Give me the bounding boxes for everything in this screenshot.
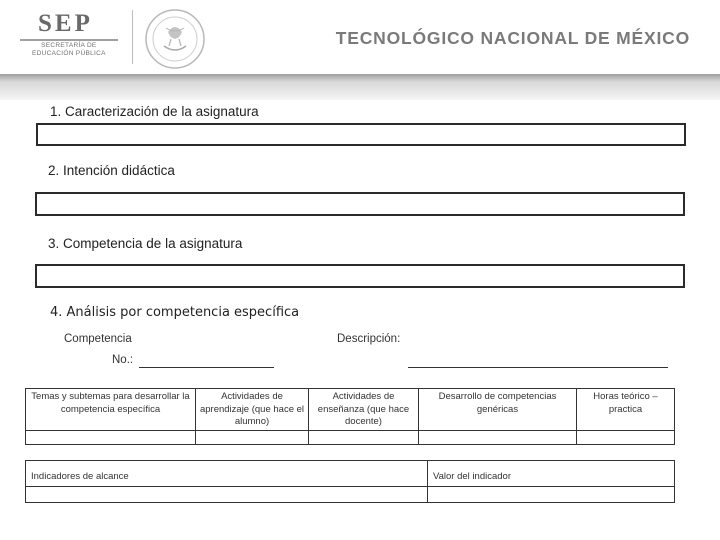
sep-logo-subtitle	[32, 42, 106, 58]
indicators-header-row	[26, 461, 675, 487]
cell-topics[interactable]	[26, 430, 196, 444]
descripcion-line[interactable]	[408, 367, 668, 368]
cell-indicator-value[interactable]	[428, 487, 675, 503]
cell-hours[interactable]	[577, 430, 675, 444]
header-hours: Horas teórico – practica	[577, 389, 675, 431]
competencia-label: Competencia	[64, 333, 132, 345]
section-3-field[interactable]	[35, 264, 685, 288]
activities-header-row	[26, 389, 675, 431]
header-band	[0, 74, 720, 100]
activities-table	[25, 388, 675, 445]
header-indicators: Indicadores de alcance	[26, 461, 428, 487]
sep-logo-rule	[20, 39, 118, 41]
cell-learning-activities[interactable]	[196, 430, 309, 444]
competencia-number-label: No.:	[112, 354, 134, 366]
sep-logo-wordmark: SEP	[38, 10, 93, 37]
header-generic-competencies: Desarrollo de competencias genéricas	[419, 389, 577, 431]
section-1-field[interactable]	[36, 123, 686, 146]
header-teaching-activities: Actividades de enseñanza (que hace docente)	[309, 389, 419, 431]
descripcion-label: Descripción:	[337, 333, 401, 345]
cell-generic-competencies[interactable]	[419, 430, 577, 444]
header-learning-activities: Actividades de aprendizaje (que hace el alumno)	[196, 389, 309, 431]
competencia-number-line[interactable]	[139, 367, 274, 368]
section-2-field[interactable]	[35, 192, 685, 216]
sep-logo	[20, 10, 130, 66]
institution-title: TECNOLÓGICO NACIONAL DE MÉXICO	[335, 28, 690, 48]
section-3-heading: 3. Competencia de la asignatura	[48, 236, 243, 251]
mexican-coat-of-arms-icon	[144, 8, 206, 70]
cell-teaching-activities[interactable]	[309, 430, 419, 444]
page-header	[0, 0, 720, 74]
header-indicator-value: Valor del indicador	[428, 461, 675, 487]
table-row	[26, 430, 675, 444]
header-divider	[132, 10, 133, 64]
section-1-heading: 1. Caracterización de la asignatura	[50, 104, 259, 119]
indicators-table	[25, 460, 675, 503]
header-topics: Temas y subtemas para desarrollar la competencia específica	[26, 389, 196, 431]
table-row	[26, 487, 675, 503]
sep-logo-line2: EDUCACIÓN PÚBLICA	[32, 50, 106, 57]
cell-indicators[interactable]	[26, 487, 428, 503]
sep-logo-line1: SECRETARÍA DE	[41, 42, 97, 49]
section-4-heading: 4. Análisis por competencia específica	[50, 305, 300, 320]
section-2-heading: 2. Intención didáctica	[48, 163, 175, 178]
